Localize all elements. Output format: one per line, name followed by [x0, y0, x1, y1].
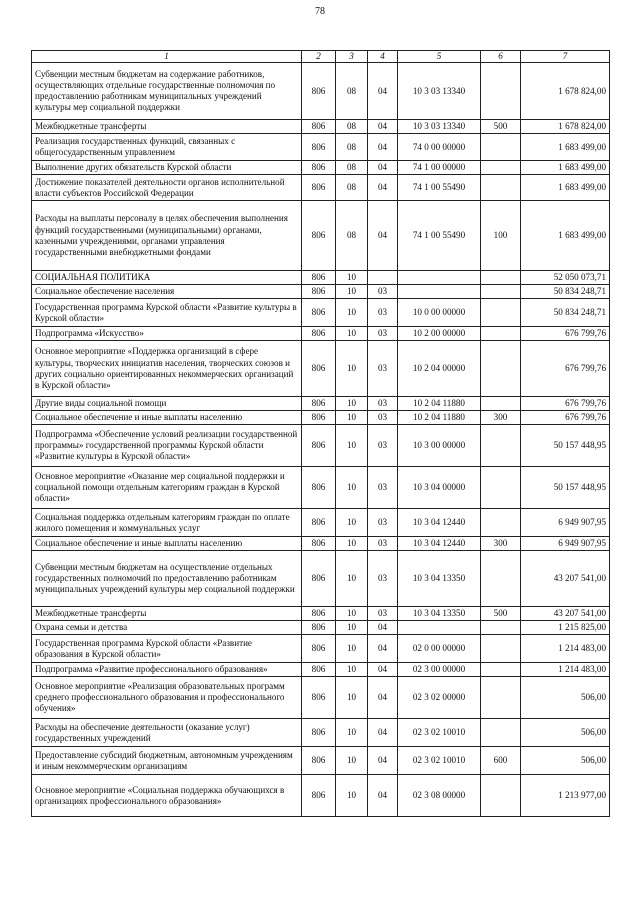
table-header-row: [32, 51, 610, 63]
row-vr: [481, 285, 521, 299]
row-rz: 10: [336, 425, 368, 467]
row-pr: 03: [368, 467, 398, 509]
row-description: Межбюджетные трансферты: [32, 120, 302, 134]
row-csr: 74 1 00 55490: [398, 175, 481, 201]
row-rz: 10: [336, 299, 368, 327]
row-gr: 806: [302, 161, 336, 175]
row-description: Государственная программа Курской области «Развитие образования в Курской области»: [32, 635, 302, 663]
row-amount: 50 157 448,95: [521, 425, 610, 467]
row-gr: 806: [302, 635, 336, 663]
row-csr: 02 3 02 10010: [398, 747, 481, 775]
row-csr: 02 3 08 00000: [398, 775, 481, 817]
table-row: [32, 411, 610, 425]
row-gr: 806: [302, 411, 336, 425]
column-header: 4: [368, 51, 398, 63]
row-rz: 10: [336, 411, 368, 425]
row-amount: 1 683 499,00: [521, 134, 610, 161]
row-rz: 10: [336, 663, 368, 677]
row-csr: 10 2 00 00000: [398, 327, 481, 341]
row-pr: 04: [368, 663, 398, 677]
row-vr: [481, 397, 521, 411]
row-gr: 806: [302, 271, 336, 285]
table-row: [32, 175, 610, 201]
row-gr: 806: [302, 747, 336, 775]
row-pr: 04: [368, 201, 398, 271]
row-amount: 43 207 541,00: [521, 551, 610, 607]
row-description: Расходы на обеспечение деятельности (оказание услуг) государственных учреждений: [32, 719, 302, 747]
row-rz: 08: [336, 63, 368, 120]
row-amount: 50 157 448,95: [521, 467, 610, 509]
row-rz: 10: [336, 341, 368, 397]
row-rz: 10: [336, 551, 368, 607]
page-number: 78: [315, 6, 325, 17]
row-gr: 806: [302, 397, 336, 411]
row-csr: 02 3 02 00000: [398, 677, 481, 719]
row-description: Расходы на выплаты персоналу в целях обеспечения выполнения функций государственными (муниципальными) органами, казенными учреждениями, органами управления государственными внебюджетными фондами: [32, 201, 302, 271]
row-description: Социальное обеспечение и иные выплаты населению: [32, 411, 302, 425]
row-gr: 806: [302, 327, 336, 341]
row-amount: 1 214 483,00: [521, 663, 610, 677]
row-pr: 03: [368, 299, 398, 327]
row-description: Основное мероприятие «Социальная поддержка обучающихся в организациях профессионального образования»: [32, 775, 302, 817]
table-row: [32, 607, 610, 621]
row-csr: 02 3 00 00000: [398, 663, 481, 677]
row-rz: 10: [336, 397, 368, 411]
row-pr: 04: [368, 63, 398, 120]
table-row: [32, 201, 610, 271]
row-amount: 506,00: [521, 677, 610, 719]
table-row: [32, 120, 610, 134]
row-pr: 03: [368, 397, 398, 411]
row-csr: 74 1 00 00000: [398, 161, 481, 175]
row-csr: 10 3 04 13350: [398, 551, 481, 607]
row-description: Предоставление субсидий бюджетным, автономным учреждениям и иным некоммерческим организациям: [32, 747, 302, 775]
table-row: [32, 537, 610, 551]
row-pr: 04: [368, 747, 398, 775]
row-description: Реализация государственных функций, связанных с общегосударственным управлением: [32, 134, 302, 161]
row-vr: [481, 677, 521, 719]
row-amount: 506,00: [521, 719, 610, 747]
row-amount: 6 949 907,95: [521, 537, 610, 551]
row-amount: 1 683 499,00: [521, 175, 610, 201]
table-row: [32, 425, 610, 467]
row-vr: [481, 161, 521, 175]
row-vr: 500: [481, 607, 521, 621]
row-csr: 10 3 04 13350: [398, 607, 481, 621]
row-rz: 10: [336, 467, 368, 509]
row-rz: 10: [336, 635, 368, 663]
row-gr: 806: [302, 341, 336, 397]
row-description: Достижение показателей деятельности органов исполнительной власти субъектов Российской Федерации: [32, 175, 302, 201]
row-description: Выполнение других обязательств Курской области: [32, 161, 302, 175]
row-csr: 10 3 04 12440: [398, 509, 481, 537]
column-header: 1: [32, 51, 302, 63]
row-csr: 10 0 00 00000: [398, 299, 481, 327]
column-header: 3: [336, 51, 368, 63]
row-amount: 1 678 824,00: [521, 120, 610, 134]
row-amount: 1 213 977,00: [521, 775, 610, 817]
table-row: [32, 397, 610, 411]
row-gr: 806: [302, 677, 336, 719]
row-vr: [481, 775, 521, 817]
row-rz: 10: [336, 509, 368, 537]
row-csr: [398, 621, 481, 635]
row-vr: [481, 663, 521, 677]
row-vr: [481, 551, 521, 607]
row-csr: 74 0 00 00000: [398, 134, 481, 161]
row-pr: 04: [368, 621, 398, 635]
row-rz: 10: [336, 271, 368, 285]
row-gr: 806: [302, 285, 336, 299]
table-row: [32, 509, 610, 537]
row-gr: 806: [302, 621, 336, 635]
row-vr: [481, 271, 521, 285]
row-gr: 806: [302, 63, 336, 120]
row-gr: 806: [302, 607, 336, 621]
row-csr: 02 3 02 10010: [398, 719, 481, 747]
table-row: [32, 285, 610, 299]
row-csr: 10 3 00 00000: [398, 425, 481, 467]
row-vr: [481, 63, 521, 120]
table-row: [32, 299, 610, 327]
row-description: СОЦИАЛЬНАЯ ПОЛИТИКА: [32, 271, 302, 285]
row-rz: 10: [336, 607, 368, 621]
row-description: Социальное обеспечение населения: [32, 285, 302, 299]
row-gr: 806: [302, 719, 336, 747]
column-header: 2: [302, 51, 336, 63]
row-vr: [481, 341, 521, 397]
row-vr: [481, 327, 521, 341]
row-vr: [481, 425, 521, 467]
row-description: Подпрограмма «Обеспечение условий реализации государственной программы» государственной программы Курской области «Развитие культуры в Курской области»: [32, 425, 302, 467]
row-rz: 08: [336, 175, 368, 201]
row-description: Подпрограмма «Искусство»: [32, 327, 302, 341]
row-pr: 04: [368, 635, 398, 663]
row-gr: 806: [302, 775, 336, 817]
row-csr: [398, 271, 481, 285]
table-row: [32, 271, 610, 285]
row-amount: 676 799,76: [521, 341, 610, 397]
row-pr: 03: [368, 341, 398, 397]
row-pr: 03: [368, 537, 398, 551]
row-rz: 10: [336, 285, 368, 299]
table-row: [32, 621, 610, 635]
row-description: Подпрограмма «Развитие профессионального образования»: [32, 663, 302, 677]
row-csr: 74 1 00 55490: [398, 201, 481, 271]
row-csr: 10 2 04 11880: [398, 411, 481, 425]
row-vr: [481, 509, 521, 537]
row-pr: 04: [368, 120, 398, 134]
row-vr: 500: [481, 120, 521, 134]
row-vr: [481, 467, 521, 509]
row-pr: 03: [368, 551, 398, 607]
table-row: [32, 63, 610, 120]
row-gr: 806: [302, 201, 336, 271]
row-vr: [481, 299, 521, 327]
row-vr: [481, 719, 521, 747]
row-pr: 03: [368, 425, 398, 467]
row-gr: 806: [302, 299, 336, 327]
table-row: [32, 467, 610, 509]
row-amount: 1 683 499,00: [521, 161, 610, 175]
budget-table: [31, 50, 610, 817]
row-vr: [481, 635, 521, 663]
column-header: 6: [481, 51, 521, 63]
row-pr: [368, 271, 398, 285]
column-header: 7: [521, 51, 610, 63]
row-csr: 02 0 00 00000: [398, 635, 481, 663]
row-csr: 10 2 04 00000: [398, 341, 481, 397]
table-row: [32, 161, 610, 175]
row-pr: 04: [368, 775, 398, 817]
row-amount: 6 949 907,95: [521, 509, 610, 537]
row-amount: 1 678 824,00: [521, 63, 610, 120]
row-rz: 10: [336, 327, 368, 341]
row-description: Субвенции местным бюджетам на содержание работников, осуществляющих отдельные государственные полномочия по предоставлению работникам муниципальных учреждений культуры мер социальной поддержки: [32, 63, 302, 120]
row-amount: 1 214 483,00: [521, 635, 610, 663]
row-rz: 10: [336, 677, 368, 719]
row-gr: 806: [302, 537, 336, 551]
row-pr: 04: [368, 677, 398, 719]
row-description: Государственная программа Курской области «Развитие культуры в Курской области»: [32, 299, 302, 327]
row-description: Социальная поддержка отдельным категориям граждан по оплате жилого помещения и коммунальных услуг: [32, 509, 302, 537]
row-description: Охрана семьи и детства: [32, 621, 302, 635]
table-row: [32, 747, 610, 775]
table-row: [32, 635, 610, 663]
row-description: Социальное обеспечение и иные выплаты населению: [32, 537, 302, 551]
row-gr: 806: [302, 134, 336, 161]
row-description: Основное мероприятие «Поддержка организаций в сфере культуры, творческих инициатив населения, творческих союзов и других социально ориентированных некоммерческих организаций в Курской области»: [32, 341, 302, 397]
row-gr: 806: [302, 120, 336, 134]
row-rz: 10: [336, 621, 368, 635]
row-amount: 676 799,76: [521, 397, 610, 411]
row-amount: 43 207 541,00: [521, 607, 610, 621]
row-pr: 03: [368, 327, 398, 341]
row-rz: 10: [336, 719, 368, 747]
row-csr: 10 3 03 13340: [398, 63, 481, 120]
row-gr: 806: [302, 425, 336, 467]
row-description: Основное мероприятие «Оказание мер социальной поддержки и социальной помощи отдельным категориям граждан в Курской области»: [32, 467, 302, 509]
row-gr: 806: [302, 175, 336, 201]
row-vr: 300: [481, 537, 521, 551]
table-body: [32, 63, 610, 817]
row-description: Субвенции местным бюджетам на осуществление отдельных государственных полномочий по предоставлению работникам муниципальных учреждений культуры мер социальной поддержки: [32, 551, 302, 607]
row-csr: 10 3 03 13340: [398, 120, 481, 134]
table-row: [32, 341, 610, 397]
row-csr: 10 3 04 12440: [398, 537, 481, 551]
row-pr: 04: [368, 161, 398, 175]
table-row: [32, 719, 610, 747]
row-vr: 300: [481, 411, 521, 425]
row-vr: [481, 134, 521, 161]
row-amount: 676 799,76: [521, 327, 610, 341]
column-header: 5: [398, 51, 481, 63]
table-row: [32, 677, 610, 719]
row-rz: 08: [336, 134, 368, 161]
row-rz: 10: [336, 775, 368, 817]
row-description: Другие виды социальной помощи: [32, 397, 302, 411]
row-pr: 03: [368, 411, 398, 425]
row-csr: 10 3 04 00000: [398, 467, 481, 509]
row-rz: 10: [336, 747, 368, 775]
row-amount: 1 683 499,00: [521, 201, 610, 271]
row-description: Основное мероприятие «Реализация образовательных программ среднего профессионального образования и профессионального обучения»: [32, 677, 302, 719]
row-vr: [481, 175, 521, 201]
row-amount: 50 834 248,71: [521, 285, 610, 299]
row-vr: [481, 621, 521, 635]
row-rz: 08: [336, 120, 368, 134]
row-gr: 806: [302, 467, 336, 509]
row-rz: 08: [336, 201, 368, 271]
row-rz: 10: [336, 537, 368, 551]
row-amount: 52 050 073,71: [521, 271, 610, 285]
table-row: [32, 663, 610, 677]
row-pr: 04: [368, 134, 398, 161]
row-csr: 10 2 04 11880: [398, 397, 481, 411]
row-pr: 03: [368, 509, 398, 537]
row-vr: 100: [481, 201, 521, 271]
row-pr: 03: [368, 285, 398, 299]
row-amount: 50 834 248,71: [521, 299, 610, 327]
table-row: [32, 327, 610, 341]
table-row: [32, 551, 610, 607]
row-pr: 03: [368, 607, 398, 621]
row-pr: 04: [368, 175, 398, 201]
row-gr: 806: [302, 663, 336, 677]
row-description: Межбюджетные трансферты: [32, 607, 302, 621]
row-amount: 506,00: [521, 747, 610, 775]
row-gr: 806: [302, 551, 336, 607]
row-amount: 1 215 825,00: [521, 621, 610, 635]
row-vr: 600: [481, 747, 521, 775]
table-row: [32, 134, 610, 161]
row-rz: 08: [336, 161, 368, 175]
row-amount: 676 799,76: [521, 411, 610, 425]
table-row: [32, 775, 610, 817]
row-csr: [398, 285, 481, 299]
row-gr: 806: [302, 509, 336, 537]
row-pr: 04: [368, 719, 398, 747]
